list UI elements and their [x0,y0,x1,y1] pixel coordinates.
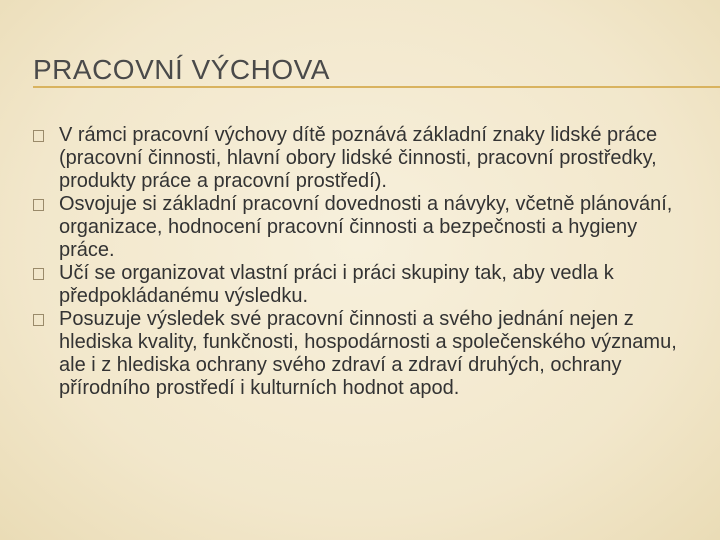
bullet-text: Posuzuje výsledek své pracovní činnosti a svého jednání nejen z hlediska kvality, funkčnosti, hospodárnosti a společenského významu, ale i z hlediska ochrany svého zdraví a zdraví druhých, ochrany přírodního prostředí i kulturních hodnot apod. [59,308,677,399]
square-bullet-icon [33,130,44,142]
square-bullet-icon [33,268,44,280]
bullet-list [33,124,693,400]
bullet-text: V rámci pracovní výchovy dítě poznává základní znaky lidské práce (pracovní činnosti, hlavní obory lidské činnosti, pracovní prostředky, produkty práce a pracovní prostředí). [59,124,658,192]
bullet-item [33,262,693,308]
bullet-item [33,124,693,193]
bullet-item [33,193,693,262]
bullet-item [33,308,693,400]
bullet-text: Osvojuje si základní pracovní dovednosti a návyky, včetně plánování, organizace, hodnocení pracovní činnosti a bezpečnosti a hygieny práce. [59,193,673,261]
title-underline [33,86,720,88]
bullet-text: Učí se organizovat vlastní práci i práci skupiny tak, aby vedla k předpokládanému výsledku. [59,262,614,307]
slide-title: PRACOVNÍ VÝCHOVA [33,54,330,85]
square-bullet-icon [33,314,44,326]
square-bullet-icon [33,199,44,211]
